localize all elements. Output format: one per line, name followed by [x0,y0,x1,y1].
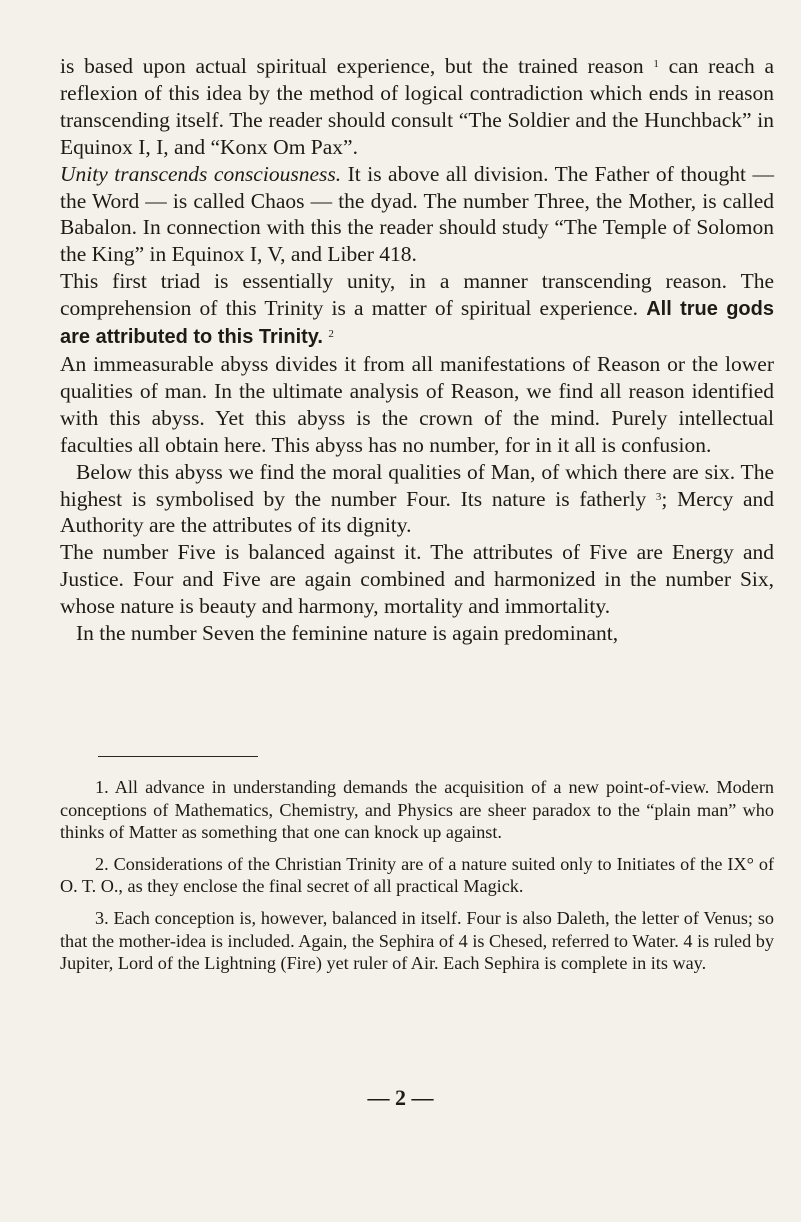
paragraph-5 [60,459,774,540]
footnote-ref-3[interactable]: 3 [655,490,662,503]
paragraph-5-text-b: ; Mercy and Authority are the attributes of its dignity. [60,486,774,538]
paragraph-7: In the number Seven the feminine nature is again predominant, [76,621,619,646]
footnote-divider [98,756,258,757]
footnote-ref-2[interactable]: 2 [328,328,334,341]
paragraph-3-bold: All true gods are attributed to this Trinity. [60,298,774,349]
paragraph-3-text: This first triad is essentially unity, in a manner transcending reason. The comprehension of this Trinity is a matter of spiritual experience. [60,269,774,321]
page-number: — 2 — [367,1085,434,1110]
footnote-1: 1. All advance in understanding demands the acquisition of a new point-of-view. Modern conceptions of Mathematics, Chemistry, and Physics are sheer paradox to the “plain man” who thinks of Matter as something that one can knock up against. [60,777,774,843]
paragraph-4: An immeasurable abyss divides it from all manifestations of Reason or the lower qualities of man. In the ultimate analysis of Reason, we find all reason identified with this abyss. Yet this abyss is the crown of the mind. Purely intellectual faculties all obtain here. This abyss has no number, for in it all is confusion. [60,351,774,457]
paragraph-2 [60,161,774,269]
paragraph-6: The number Five is balanced against it. The attributes of Five are Energy and Justice. Four and Five are again combined and harmonized in the number Six, whose nature is beauty and harmony, mortality and immortality. [60,540,774,619]
paragraph-1 [60,53,774,161]
footnotes [60,776,774,984]
footnote-ref-1[interactable]: 1 [653,58,659,70]
paragraph-5-text-a: Below this abyss we find the moral qualities of Man, of which there are six. The highest is symbolised by the number Four. Its nature is fatherly [60,459,774,511]
paragraph-3 [60,268,774,351]
paragraph-2-text: It is above all division. The Father of thought — the Word — is called Chaos — the dyad. The number Three, the Mother, is called Babalon. In connection with this the reader should study “The Temple of Solomon the King” in Equinox I, V, and Liber 418. [60,161,775,267]
footnote-2: 2. Considerations of the Christian Trinity are of a nature suited only to Initiates of the IX° of O. T. O., as they enclose the final secret of all practical Magick. [60,853,774,897]
paragraph-1-text-b: can reach a reflexion of this idea by the method of logical contradiction which ends in reason transcending itself. The reader should consult “The Soldier and the Hunchback” in Equinox I, I, and “Konx Om Pax”. [60,54,774,159]
paragraph-2-italic: Unity transcends consciousness. [60,161,342,186]
paragraph-1-text-a: is based upon actual spiritual experience, but the trained reason [60,54,654,78]
main-text [60,53,774,647]
footnote-3: 3. Each conception is, however, balanced in itself. Four is also Daleth, the letter of Venus; so that the mother-idea is included. Again, the Sephira of 4 is Chesed, referred to Water. 4 is ruled by Jupiter, Lord of the Lightning (Fire) yet ruler of Air. Each Sephira is complete in its way. [60,907,774,974]
